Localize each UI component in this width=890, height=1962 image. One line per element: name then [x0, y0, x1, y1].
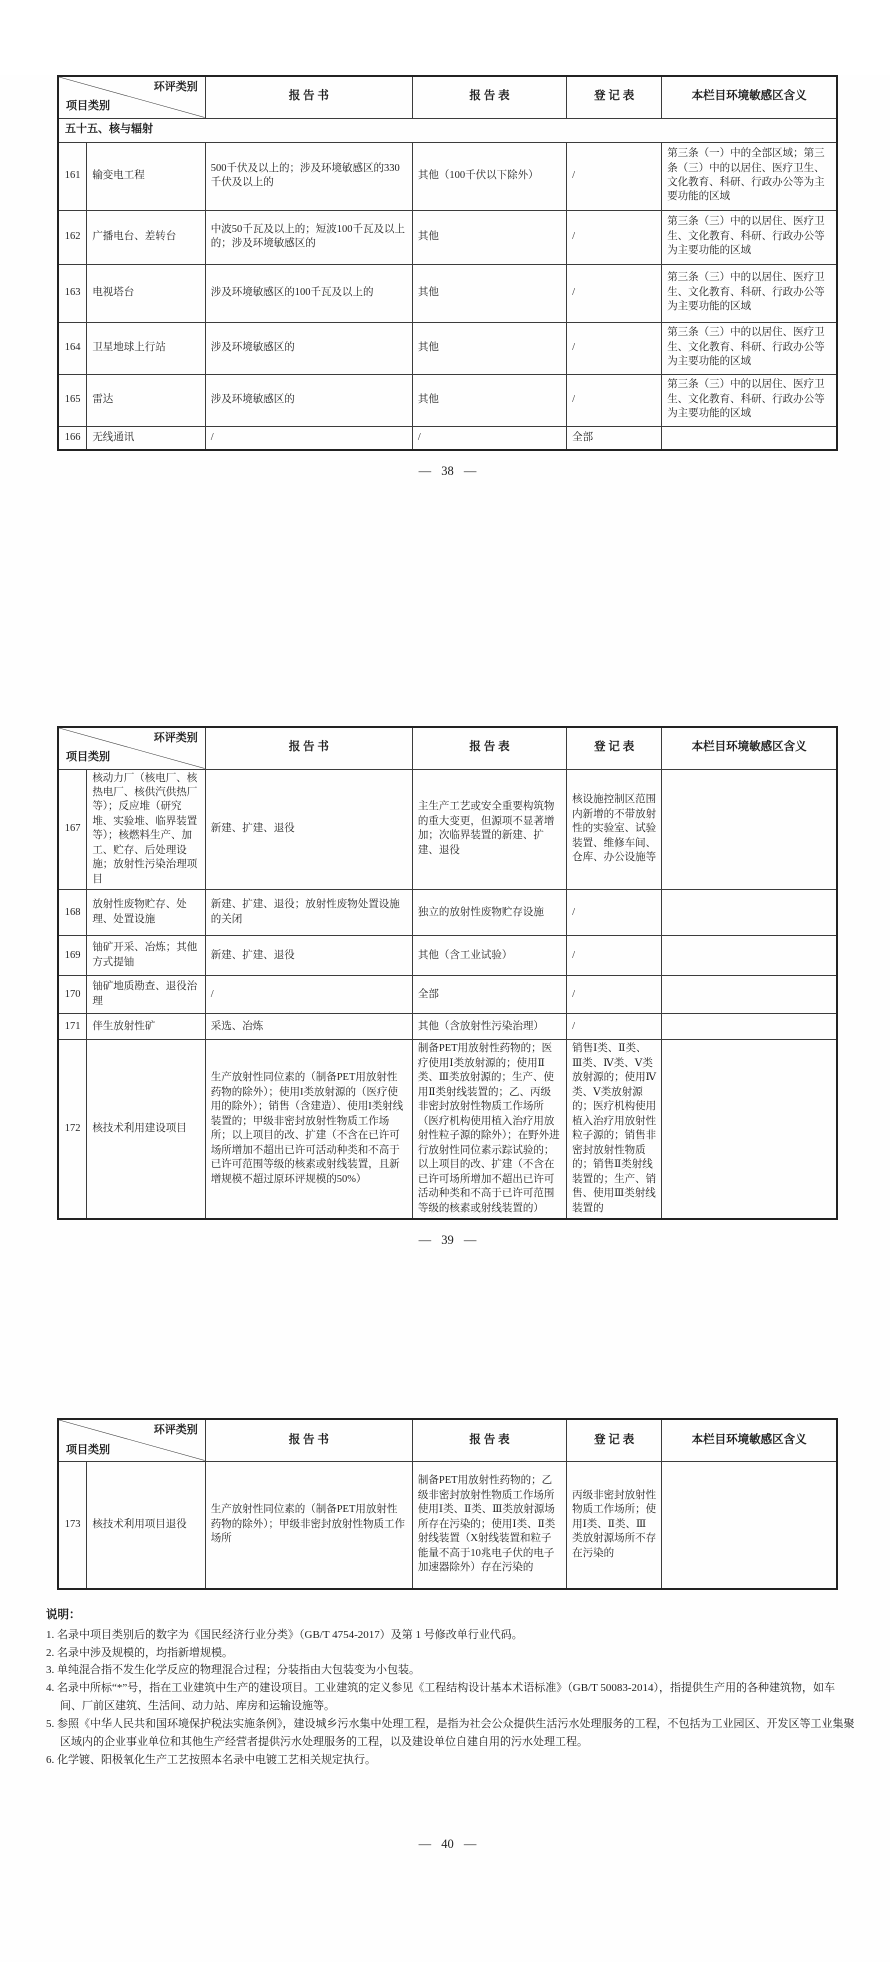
row-number: 170 [58, 976, 87, 1014]
note-item: 6. 化学镀、阳极氧化生产工艺按照本名录中电镀工艺相关规定执行。 [46, 1753, 376, 1766]
header-report-form: 报 告 表 [412, 727, 566, 769]
report-book-cell: 涉及环境敏感区的100千瓦及以上的 [205, 264, 412, 322]
diagonal-header-cell [58, 727, 205, 769]
report-form-cell: 其他 [412, 264, 566, 322]
header-row [58, 727, 837, 769]
section-title: 五十五、核与辐射 [58, 118, 837, 142]
report-book-cell: 新建、扩建、退役；放射性废物处置设施的关闭 [205, 890, 412, 936]
sensitive-area-meaning-cell [662, 769, 837, 890]
project-name-cell: 放射性废物贮存、处理、处置设施 [87, 890, 205, 936]
report-form-cell: 其他（含放射性污染治理） [412, 1014, 566, 1040]
header-eia-category-label: 环评类别 [153, 1424, 198, 1437]
project-name-cell: 电视塔台 [87, 264, 205, 322]
registration-form-cell: / [567, 374, 662, 426]
registration-form-cell: 销售Ⅰ类、Ⅱ类、Ⅲ类、Ⅳ类、Ⅴ类放射源的；使用Ⅳ类、Ⅴ类放射源的；医疗机构使用植入治疗用放射性粒子源的；销售非密封放射性物质的；销售Ⅱ类射线装置的；生产、销售、使用Ⅲ类射线装置的 [567, 1040, 662, 1219]
header-report-form: 报 告 表 [412, 1419, 566, 1461]
report-book-cell: 涉及环境敏感区的 [205, 374, 412, 426]
project-name-cell: 卫星地球上行站 [87, 322, 205, 374]
header-registration-form: 登 记 表 [567, 727, 662, 769]
report-book-cell: 新建、扩建、退役 [205, 936, 412, 976]
project-name-cell: 伴生放射性矿 [87, 1014, 205, 1040]
project-name-cell: 铀矿地质勘查、退役治理 [87, 976, 205, 1014]
document-page [0, 75, 890, 1962]
sensitive-area-meaning-cell [662, 1461, 837, 1589]
row-number: 173 [58, 1461, 87, 1589]
row-number: 166 [58, 426, 87, 450]
row-number: 171 [58, 1014, 87, 1040]
page-number-39: — 39 — [418, 1233, 477, 1248]
registration-form-cell: 丙级非密封放射性物质工作场所；使用Ⅰ类、Ⅱ类、Ⅲ类放射源场所不存在污染的 [567, 1461, 662, 1589]
project-name-cell: 广播电台、差转台 [87, 210, 205, 264]
report-form-cell: 其他（含工业试验） [412, 936, 566, 976]
sensitive-area-meaning-cell: 第三条（一）中的全部区域；第三条（三）中的以居住、医疗卫生、文化教育、科研、行政办公等为主要功能的区域 [662, 142, 837, 210]
project-name-cell: 铀矿开采、冶炼；其他方式提铀 [87, 936, 205, 976]
report-book-cell: 采选、冶炼 [205, 1014, 412, 1040]
table-row [58, 769, 837, 890]
report-book-cell: / [205, 426, 412, 450]
report-form-cell: 其他（100千伏以下除外） [412, 142, 566, 210]
eia-catalog-table-page38 [57, 75, 838, 451]
row-number: 168 [58, 890, 87, 936]
project-name-cell: 输变电工程 [87, 142, 205, 210]
notes-section [46, 1606, 856, 1769]
registration-form-cell: / [567, 142, 662, 210]
project-name-cell: 雷达 [87, 374, 205, 426]
registration-form-cell: / [567, 322, 662, 374]
report-book-cell: 生产放射性同位素的（制备PET用放射性药物的除外）；甲级非密封放射性物质工作场所 [205, 1461, 412, 1589]
registration-form-cell: / [567, 1014, 662, 1040]
diagonal-header-cell [58, 1419, 205, 1461]
note-item: 1. 名录中项目类别后的数字为《国民经济行业分类》（GB/T 4754-2017）及第 1 号修改单行业代码。 [46, 1628, 523, 1641]
project-name-cell: 核动力厂（核电厂、核热电厂、核供汽供热厂等）；反应堆（研究堆、实验堆、临界装置等）；核燃料生产、加工、贮存、后处理设施；放射性污染治理项目 [87, 769, 205, 890]
sensitive-area-meaning-cell: 第三条（三）中的以居住、医疗卫生、文化教育、科研、行政办公等为主要功能的区域 [662, 374, 837, 426]
header-row [58, 1419, 837, 1461]
table-row [58, 890, 837, 936]
table-row [58, 264, 837, 322]
table-row [58, 976, 837, 1014]
report-form-cell: 主生产工艺或安全重要构筑物的重大变更，但源项不显著增加；次临界装置的新建、扩建、退役 [412, 769, 566, 890]
sensitive-area-meaning-cell: 第三条（三）中的以居住、医疗卫生、文化教育、科研、行政办公等为主要功能的区域 [662, 210, 837, 264]
registration-form-cell: 核设施控制区范围内新增的不带放射性的实验室、试验装置、维修车间、仓库、办公设施等 [567, 769, 662, 890]
row-number: 163 [58, 264, 87, 322]
note-item: 2. 名录中涉及规模的，均指新增规模。 [46, 1646, 233, 1659]
notes-title: 说明： [46, 1609, 81, 1622]
page-number-38: — 38 — [418, 464, 477, 478]
table-row [58, 426, 837, 450]
row-number: 164 [58, 322, 87, 374]
report-form-cell: 制备PET用放射性药物的；乙级非密封放射性物质工作场所使用Ⅰ类、Ⅱ类、Ⅲ类放射源场所存在污染的；使用Ⅰ类、Ⅱ类射线装置（X射线装置和粒子能量不高于10兆电子伏的电子加速器除外）存在污染的 [412, 1461, 566, 1589]
registration-form-cell: / [567, 976, 662, 1014]
row-number: 165 [58, 374, 87, 426]
report-book-cell: 涉及环境敏感区的 [205, 322, 412, 374]
header-report-form: 报 告 表 [412, 76, 566, 118]
sensitive-area-meaning-cell: 第三条（三）中的以居住、医疗卫生、文化教育、科研、行政办公等为主要功能的区域 [662, 264, 837, 322]
sensitive-area-meaning-cell [662, 1014, 837, 1040]
header-registration-form: 登 记 表 [567, 1419, 662, 1461]
registration-form-cell: 全部 [567, 426, 662, 450]
report-book-cell: / [205, 976, 412, 1014]
sensitive-area-meaning-cell [662, 976, 837, 1014]
table-row [58, 1040, 837, 1219]
eia-catalog-table-page39 [57, 726, 838, 1220]
report-form-cell: / [412, 426, 566, 450]
header-report-book: 报 告 书 [205, 76, 412, 118]
header-sensitive-area-meaning: 本栏目环境敏感区含义 [662, 76, 837, 118]
header-eia-category-label: 环评类别 [153, 81, 198, 93]
report-form-cell: 其他 [412, 374, 566, 426]
sensitive-area-meaning-cell [662, 1040, 837, 1219]
report-book-cell: 中波50千瓦及以上的；短波100千瓦及以上的；涉及环境敏感区的 [205, 210, 412, 264]
page-number-40: — 40 — [418, 1837, 477, 1852]
header-report-book: 报 告 书 [205, 727, 412, 769]
note-item: 5. 参照《中华人民共和国环境保护税法实施条例》，建设城乡污水集中处理工程，是指为社会公众提供生活污水处理服务的工程，不包括为工业园区、开发区等工业集聚区域内的企业事业单位和其他生产经营者提供污水处理服务的工程，以及建设单位自建自用的污水处理工程。 [46, 1717, 855, 1748]
row-number: 172 [58, 1040, 87, 1219]
report-form-cell: 制备PET用放射性药物的；医疗使用Ⅰ类放射源的；使用Ⅱ类、Ⅲ类放射源的；生产、使用Ⅱ类射线装置的；乙、丙级非密封放射性物质工作场所（医疗机构使用植入治疗用放射性粒子源的除外）；在野外进行放射性同位素示踪试验的；以上项目的改、扩建（不含在已许可场所增加不超出已许可活动种类和不高于已许可范围等级的核素或射线装置的） [412, 1040, 566, 1219]
project-name-cell: 无线通讯 [87, 426, 205, 450]
table-row [58, 936, 837, 976]
note-item: 4. 名录中所标“*”号，指在工业建筑中生产的建设项目。工业建筑的定义参见《工程结构设计基本术语标准》（GB/T 50083-2014），指提供生产用的各种建筑物，如车间、厂前区建筑、生活间、动力站、库房和运输设施等。 [46, 1682, 836, 1713]
header-sensitive-area-meaning: 本栏目环境敏感区含义 [662, 727, 837, 769]
eia-catalog-table-page40 [57, 1418, 838, 1590]
report-form-cell: 其他 [412, 322, 566, 374]
registration-form-cell: / [567, 936, 662, 976]
row-number: 161 [58, 142, 87, 210]
report-form-cell: 独立的放射性废物贮存设施 [412, 890, 566, 936]
report-book-cell: 生产放射性同位素的（制备PET用放射性药物的除外）；使用I类放射源的（医疗使用的除外）；销售（含建造）、使用I类射线装置的；甲级非密封放射性物质工作场所；以上项目的改、扩建（不含在已许可场所增加不超出已许可活动种类和不高于已许可范围等级的核素或射线装置，且新增规模不超过原环评规模的50%） [205, 1040, 412, 1219]
header-sensitive-area-meaning: 本栏目环境敏感区含义 [662, 1419, 837, 1461]
header-eia-category-label: 环评类别 [153, 732, 198, 744]
report-form-cell: 其他 [412, 210, 566, 264]
row-number: 169 [58, 936, 87, 976]
table-row [58, 1014, 837, 1040]
header-row [58, 76, 837, 118]
table-row [58, 210, 837, 264]
report-form-cell: 全部 [412, 976, 566, 1014]
sensitive-area-meaning-cell [662, 426, 837, 450]
header-project-category-label: 项目类别 [66, 100, 110, 113]
header-registration-form: 登 记 表 [567, 76, 662, 118]
sensitive-area-meaning-cell: 第三条（三）中的以居住、医疗卫生、文化教育、科研、行政办公等为主要功能的区域 [662, 322, 837, 374]
registration-form-cell: / [567, 210, 662, 264]
section-row [58, 118, 837, 142]
project-name-cell: 核技术利用项目退役 [87, 1461, 205, 1589]
table-row [58, 374, 837, 426]
sensitive-area-meaning-cell [662, 890, 837, 936]
note-item: 3. 单纯混合指不发生化学反应的物理混合过程；分装指由大包装变为小包装。 [46, 1664, 420, 1677]
table-row [58, 142, 837, 210]
sensitive-area-meaning-cell [662, 936, 837, 976]
report-book-cell: 新建、扩建、退役 [205, 769, 412, 890]
diagonal-header-cell [58, 76, 205, 118]
row-number: 167 [58, 769, 87, 890]
header-report-book: 报 告 书 [205, 1419, 412, 1461]
registration-form-cell: / [567, 264, 662, 322]
row-number: 162 [58, 210, 87, 264]
header-project-category-label: 项目类别 [66, 1443, 110, 1456]
header-project-category-label: 项目类别 [66, 751, 110, 764]
project-name-cell: 核技术利用建设项目 [87, 1040, 205, 1219]
report-book-cell: 500千伏及以上的；涉及环境敏感区的330千伏及以上的 [205, 142, 412, 210]
registration-form-cell: / [567, 890, 662, 936]
table-row [58, 322, 837, 374]
table-row [58, 1461, 837, 1589]
